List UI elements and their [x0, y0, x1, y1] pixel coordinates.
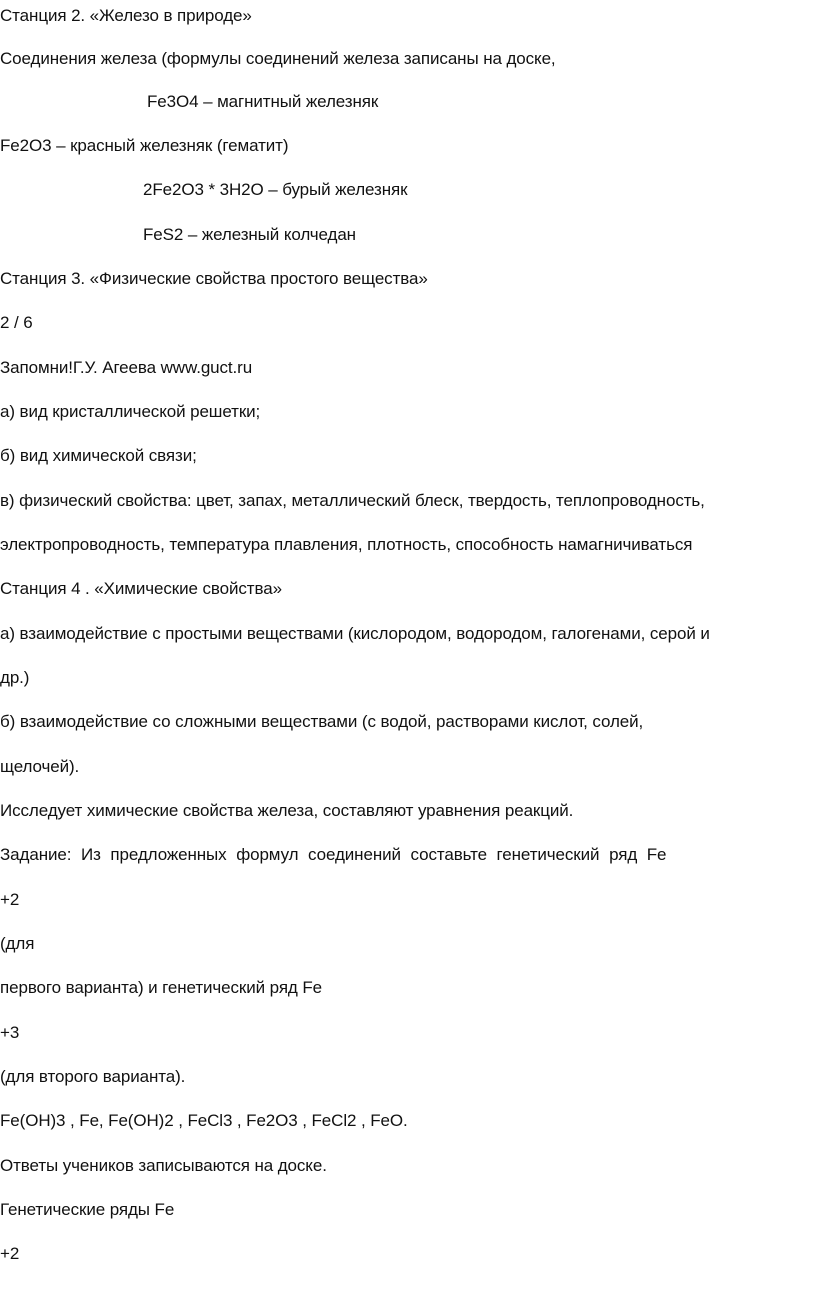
text-line: Соединения железа (формулы соединений железа записаны на доске, [0, 49, 556, 68]
station-4-heading: Станция 4 . «Химические свойства» [0, 579, 282, 598]
text-line: +2 [0, 1244, 20, 1263]
formula-line: FeS2 – железный колчедан [143, 225, 356, 244]
station-2-heading: Станция 2. «Железо в природе» [0, 6, 252, 25]
text-line: (для второго варианта). [0, 1067, 186, 1086]
formula-line: Fe3O4 – магнитный железняк [147, 92, 379, 111]
text-line: Исследует химические свойства железа, составляют уравнения реакций. [0, 801, 574, 820]
page-counter: 2 / 6 [0, 313, 33, 332]
task-line: Задание: Из предложенных формул соединений составьте генетический ряд Fe [0, 845, 667, 864]
text-line: (для [0, 934, 35, 953]
text-line: электропроводность, температура плавления, плотность, способность намагничиваться [0, 535, 693, 554]
formula-list-line: Fe(OH)3 , Fe, Fe(OH)2 , FeCl3 , Fe2O3 , FeCl2 , FeO. [0, 1111, 408, 1130]
text-line: щелочей). [0, 757, 80, 776]
text-line: Генетические ряды Fe [0, 1200, 175, 1219]
text-line: Запомни!Г.У. Агеева www.guct.ru [0, 358, 253, 377]
formula-line: Fe2O3 – красный железняк (гематит) [0, 136, 289, 155]
text-line: +2 [0, 890, 20, 909]
text-line: др.) [0, 668, 30, 687]
list-item: б) взаимодействие со сложными веществами (с водой, растворами кислот, солей, [0, 712, 644, 731]
list-item: в) физический свойства: цвет, запах, металлический блеск, твердость, теплопроводность, [0, 491, 705, 510]
list-item: а) взаимодействие с простыми веществами (кислородом, водородом, галогенами, серой и [0, 624, 710, 643]
text-line: первого варианта) и генетический ряд Fe [0, 978, 323, 997]
text-line: Ответы учеников записываются на доске. [0, 1156, 327, 1175]
formula-line: 2Fe2O3 * 3H2O – бурый железняк [143, 180, 408, 199]
station-3-heading: Станция 3. «Физические свойства простого вещества» [0, 269, 428, 288]
list-item: а) вид кристаллической решетки; [0, 402, 261, 421]
list-item: б) вид химической связи; [0, 446, 197, 465]
text-line: +3 [0, 1023, 20, 1042]
